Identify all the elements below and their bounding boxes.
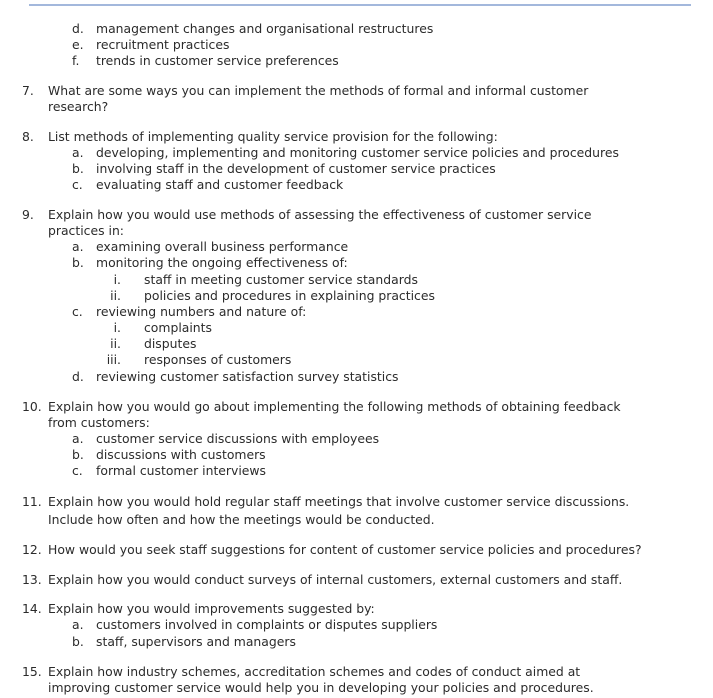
list-marker: a. bbox=[72, 617, 84, 632]
list-item: monitoring the ongoing effectiveness of: bbox=[96, 255, 348, 270]
list-item: examining overall business performance bbox=[96, 239, 349, 254]
sublist-item: responses of customers bbox=[144, 352, 292, 367]
question-text: Explain how you would improvements suggested by: bbox=[48, 601, 375, 616]
question-text: practices in: bbox=[48, 223, 124, 238]
question-number: 10. bbox=[22, 399, 42, 414]
question-number: 13. bbox=[22, 572, 42, 587]
question-text: Explain how industry schemes, accreditation schemes and codes of conduct aimed at bbox=[48, 664, 581, 679]
list-marker: b. bbox=[72, 447, 84, 462]
list-item: formal customer interviews bbox=[96, 463, 267, 478]
list-item: reviewing customer satisfaction survey statistics bbox=[96, 369, 399, 384]
list-item: involving staff in the development of customer service practices bbox=[96, 161, 496, 176]
question-number: 9. bbox=[22, 207, 34, 222]
question-number: 8. bbox=[22, 129, 34, 144]
sublist-marker: ii. bbox=[110, 288, 121, 303]
list-item: evaluating staff and customer feedback bbox=[96, 177, 344, 192]
list-item: developing, implementing and monitoring customer service policies and procedures bbox=[96, 145, 619, 160]
sublist-item: policies and procedures in explaining practices bbox=[144, 288, 435, 303]
question-number: 12. bbox=[22, 542, 42, 557]
question-text: Explain how you would use methods of assessing the effectiveness of customer service bbox=[48, 207, 592, 222]
list-item: customer service discussions with employees bbox=[96, 431, 380, 446]
list-marker: e. bbox=[72, 37, 84, 52]
sublist-marker: i. bbox=[113, 320, 121, 335]
list-marker: c. bbox=[72, 304, 83, 319]
question-number: 7. bbox=[22, 83, 34, 98]
list-marker: a. bbox=[72, 145, 84, 160]
sublist-marker: ii. bbox=[110, 336, 121, 351]
list-marker: d. bbox=[72, 369, 84, 384]
question-text: improving customer service would help you in developing your policies and procedures. bbox=[48, 680, 594, 695]
sublist-item: disputes bbox=[144, 336, 197, 351]
list-marker: b. bbox=[72, 161, 84, 176]
list-item: management changes and organisational restructures bbox=[96, 21, 434, 36]
question-number: 11. bbox=[22, 494, 42, 509]
list-item: customers involved in complaints or disputes suppliers bbox=[96, 617, 438, 632]
list-marker: f. bbox=[72, 53, 80, 68]
question-text: Explain how you would go about implementing the following methods of obtaining feedback bbox=[48, 399, 621, 414]
list-marker: c. bbox=[72, 463, 83, 478]
question-text: research? bbox=[48, 99, 109, 114]
question-text: What are some ways you can implement the methods of formal and informal customer bbox=[48, 83, 589, 98]
sublist-marker: i. bbox=[113, 272, 121, 287]
top-divider bbox=[29, 4, 691, 6]
list-marker: d. bbox=[72, 21, 84, 36]
list-item: recruitment practices bbox=[96, 37, 230, 52]
question-number: 15. bbox=[22, 664, 42, 679]
question-text: How would you seek staff suggestions for content of customer service policies and procedures? bbox=[48, 542, 642, 557]
sublist-marker: iii. bbox=[106, 352, 121, 367]
list-marker: a. bbox=[72, 239, 84, 254]
list-item: trends in customer service preferences bbox=[96, 53, 339, 68]
list-item: staff, supervisors and managers bbox=[96, 634, 296, 649]
question-text: List methods of implementing quality service provision for the following: bbox=[48, 129, 498, 144]
list-item: discussions with customers bbox=[96, 447, 266, 462]
question-number: 14. bbox=[22, 601, 42, 616]
sublist-item: staff in meeting customer service standards bbox=[144, 272, 418, 287]
question-text: Include how often and how the meetings would be conducted. bbox=[48, 512, 435, 527]
list-marker: c. bbox=[72, 177, 83, 192]
list-item: reviewing numbers and nature of: bbox=[96, 304, 307, 319]
list-marker: b. bbox=[72, 634, 84, 649]
list-marker: b. bbox=[72, 255, 84, 270]
list-marker: a. bbox=[72, 431, 84, 446]
question-text: Explain how you would conduct surveys of internal customers, external customers and staff. bbox=[48, 572, 623, 587]
question-text: from customers: bbox=[48, 415, 150, 430]
sublist-item: complaints bbox=[144, 320, 212, 335]
question-text: Explain how you would hold regular staff meetings that involve customer service discussions. bbox=[48, 494, 630, 509]
